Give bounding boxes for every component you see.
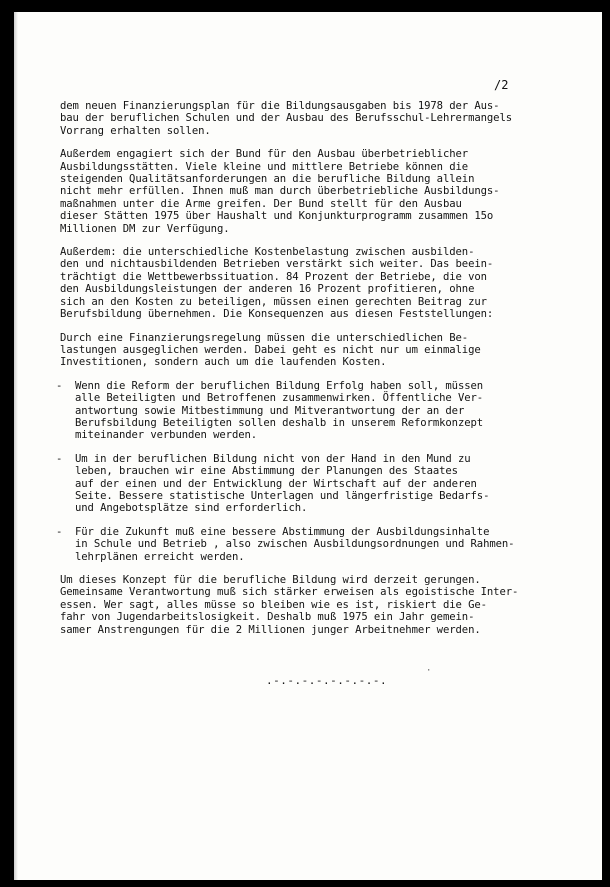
- text-line: Millionen DM zur Verfügung.: [60, 222, 230, 235]
- text-line: miteinander verbunden werden.: [75, 429, 258, 442]
- text-line: Um in der beruflichen Bildung nicht von der Hand in den Mund zu: [75, 452, 471, 465]
- text-line: nicht mehr erfüllen. Ihnen muß man durch überbetriebliche Ausbildungs-: [60, 185, 500, 198]
- text-line: auf der einen und der Entwicklung der Wirtschaft auf der anderen: [75, 477, 477, 490]
- text-line: essen. Wer sagt, alles müsse so bleiben wie es ist, riskiert die Ge-: [60, 598, 487, 611]
- text-line: antwortung sowie Mitbestimmung und Mitverantwortung der an der: [75, 404, 465, 417]
- text-line: steigenden Qualitätsanforderungen an die berufliche Bildung allein: [60, 173, 475, 186]
- bullet-dash: -: [56, 379, 63, 392]
- bullet-planungsabstimmung: [56, 452, 580, 515]
- text-line: lehrplänen erreicht werden.: [75, 550, 245, 563]
- text-line: Außerdem engagiert sich der Bund für den Ausbau überbetrieblicher: [60, 148, 469, 161]
- page-number: /2: [494, 78, 509, 92]
- text-line: Vorrang erhalten sollen.: [60, 124, 211, 137]
- text-line: Ausbildungsstätten. Viele kleine und mittlere Betriebe können die: [60, 160, 469, 173]
- text-line: sich an den Kosten zu beteiligen, müssen einen gerechten Beitrag zur: [60, 295, 487, 308]
- paragraph-konzept-gerungen: [60, 574, 580, 636]
- text-line: und Angebotsplätze sind erforderlich.: [75, 502, 308, 515]
- text-line: leben, brauchen wir eine Abstimmung der Planungen des Staates: [75, 465, 458, 478]
- bullet-dash: -: [56, 452, 63, 465]
- text-line: maßnahmen unter die Arme greifen. Der Bund stellt für den Ausbau: [60, 197, 462, 210]
- text-line: trächtigt die Wettbewerbssituation. 84 Prozent der Betriebe, die von: [60, 270, 487, 283]
- text-line: lastungen ausgeglichen werden. Dabei geht es nicht nur um einmalige: [60, 343, 481, 356]
- text-line: Berufsbildung übernehmen. Die Konsequenzen aus diesen Feststellungen:: [60, 308, 494, 321]
- text-line: dieser Stätten 1975 über Haushalt und Konjunkturprogramm zusammen 15o: [60, 210, 494, 223]
- text-line: bau der beruflichen Schulen und der Ausbau des Berufsschul-Lehrermangels: [60, 112, 513, 125]
- text-line: Gemeinsame Verantwortung muß sich stärker erweisen als egoistische Inter-: [60, 586, 519, 599]
- text-line: Seite. Bessere statistische Unterlagen und längerfristige Bedarfs-: [75, 489, 490, 502]
- bullet-dash: -: [56, 525, 63, 538]
- text-line: fahr von Jugendarbeitslosigkeit. Deshalb muß 1975 ein Jahr gemein-: [60, 611, 475, 624]
- ink-speck: ·: [426, 666, 432, 676]
- bullet-ausbildungsinhalte: [56, 525, 580, 563]
- text-line: dem neuen Finanzierungsplan für die Bildungsausgaben bis 1978 der Aus-: [60, 100, 500, 112]
- document-page: [14, 12, 602, 880]
- paragraph-kostenbelastung: [60, 246, 580, 320]
- document-body: [56, 100, 580, 647]
- bullet-reform-erfolg: [56, 379, 580, 442]
- end-separator: .-.-.-.-.-.-.-.-.: [266, 674, 388, 687]
- text-line: in Schule und Betrieb , also zwischen Ausbildungsordnungen und Rahmen-: [75, 538, 515, 551]
- text-line: Berufsbildung Beteiligten sollen deshalb in unserem Reformkonzept: [75, 416, 484, 429]
- paragraph-bildungsausgaben: [60, 100, 580, 137]
- text-line: Für die Zukunft muß eine bessere Abstimmung der Ausbildungsinhalte: [75, 525, 490, 538]
- text-line: Wenn die Reform der beruflichen Bildung Erfolg haben soll, müssen: [75, 379, 484, 392]
- text-line: Durch eine Finanzierungsregelung müssen die unterschiedlichen Be-: [60, 331, 469, 344]
- paragraph-finanzierungsregelung: [60, 332, 580, 369]
- text-line: Außerdem: die unterschiedliche Kostenbelastung zwischen ausbilden-: [60, 246, 475, 259]
- text-line: samer Anstrengungen für die 2 Millionen junger Arbeitnehmer werden.: [60, 623, 481, 636]
- text-line: Investitionen, sondern auch um die laufenden Kosten.: [60, 356, 387, 369]
- paragraph-ausbildungsstaetten: [60, 148, 580, 235]
- text-line: den Ausbildungsleistungen der anderen 16 Prozent profitieren, ohne: [60, 283, 475, 296]
- text-line: den und nichtausbildenden Betrieben verstärkt sich weiter. Das beein-: [60, 258, 494, 271]
- text-line: alle Beteiligten und Betroffenen zusammenwirken. Öffentliche Ver-: [75, 392, 484, 405]
- page-edge-shadow: [14, 12, 18, 880]
- text-line: Um dieses Konzept für die berufliche Bildung wird derzeit gerungen.: [60, 574, 481, 586]
